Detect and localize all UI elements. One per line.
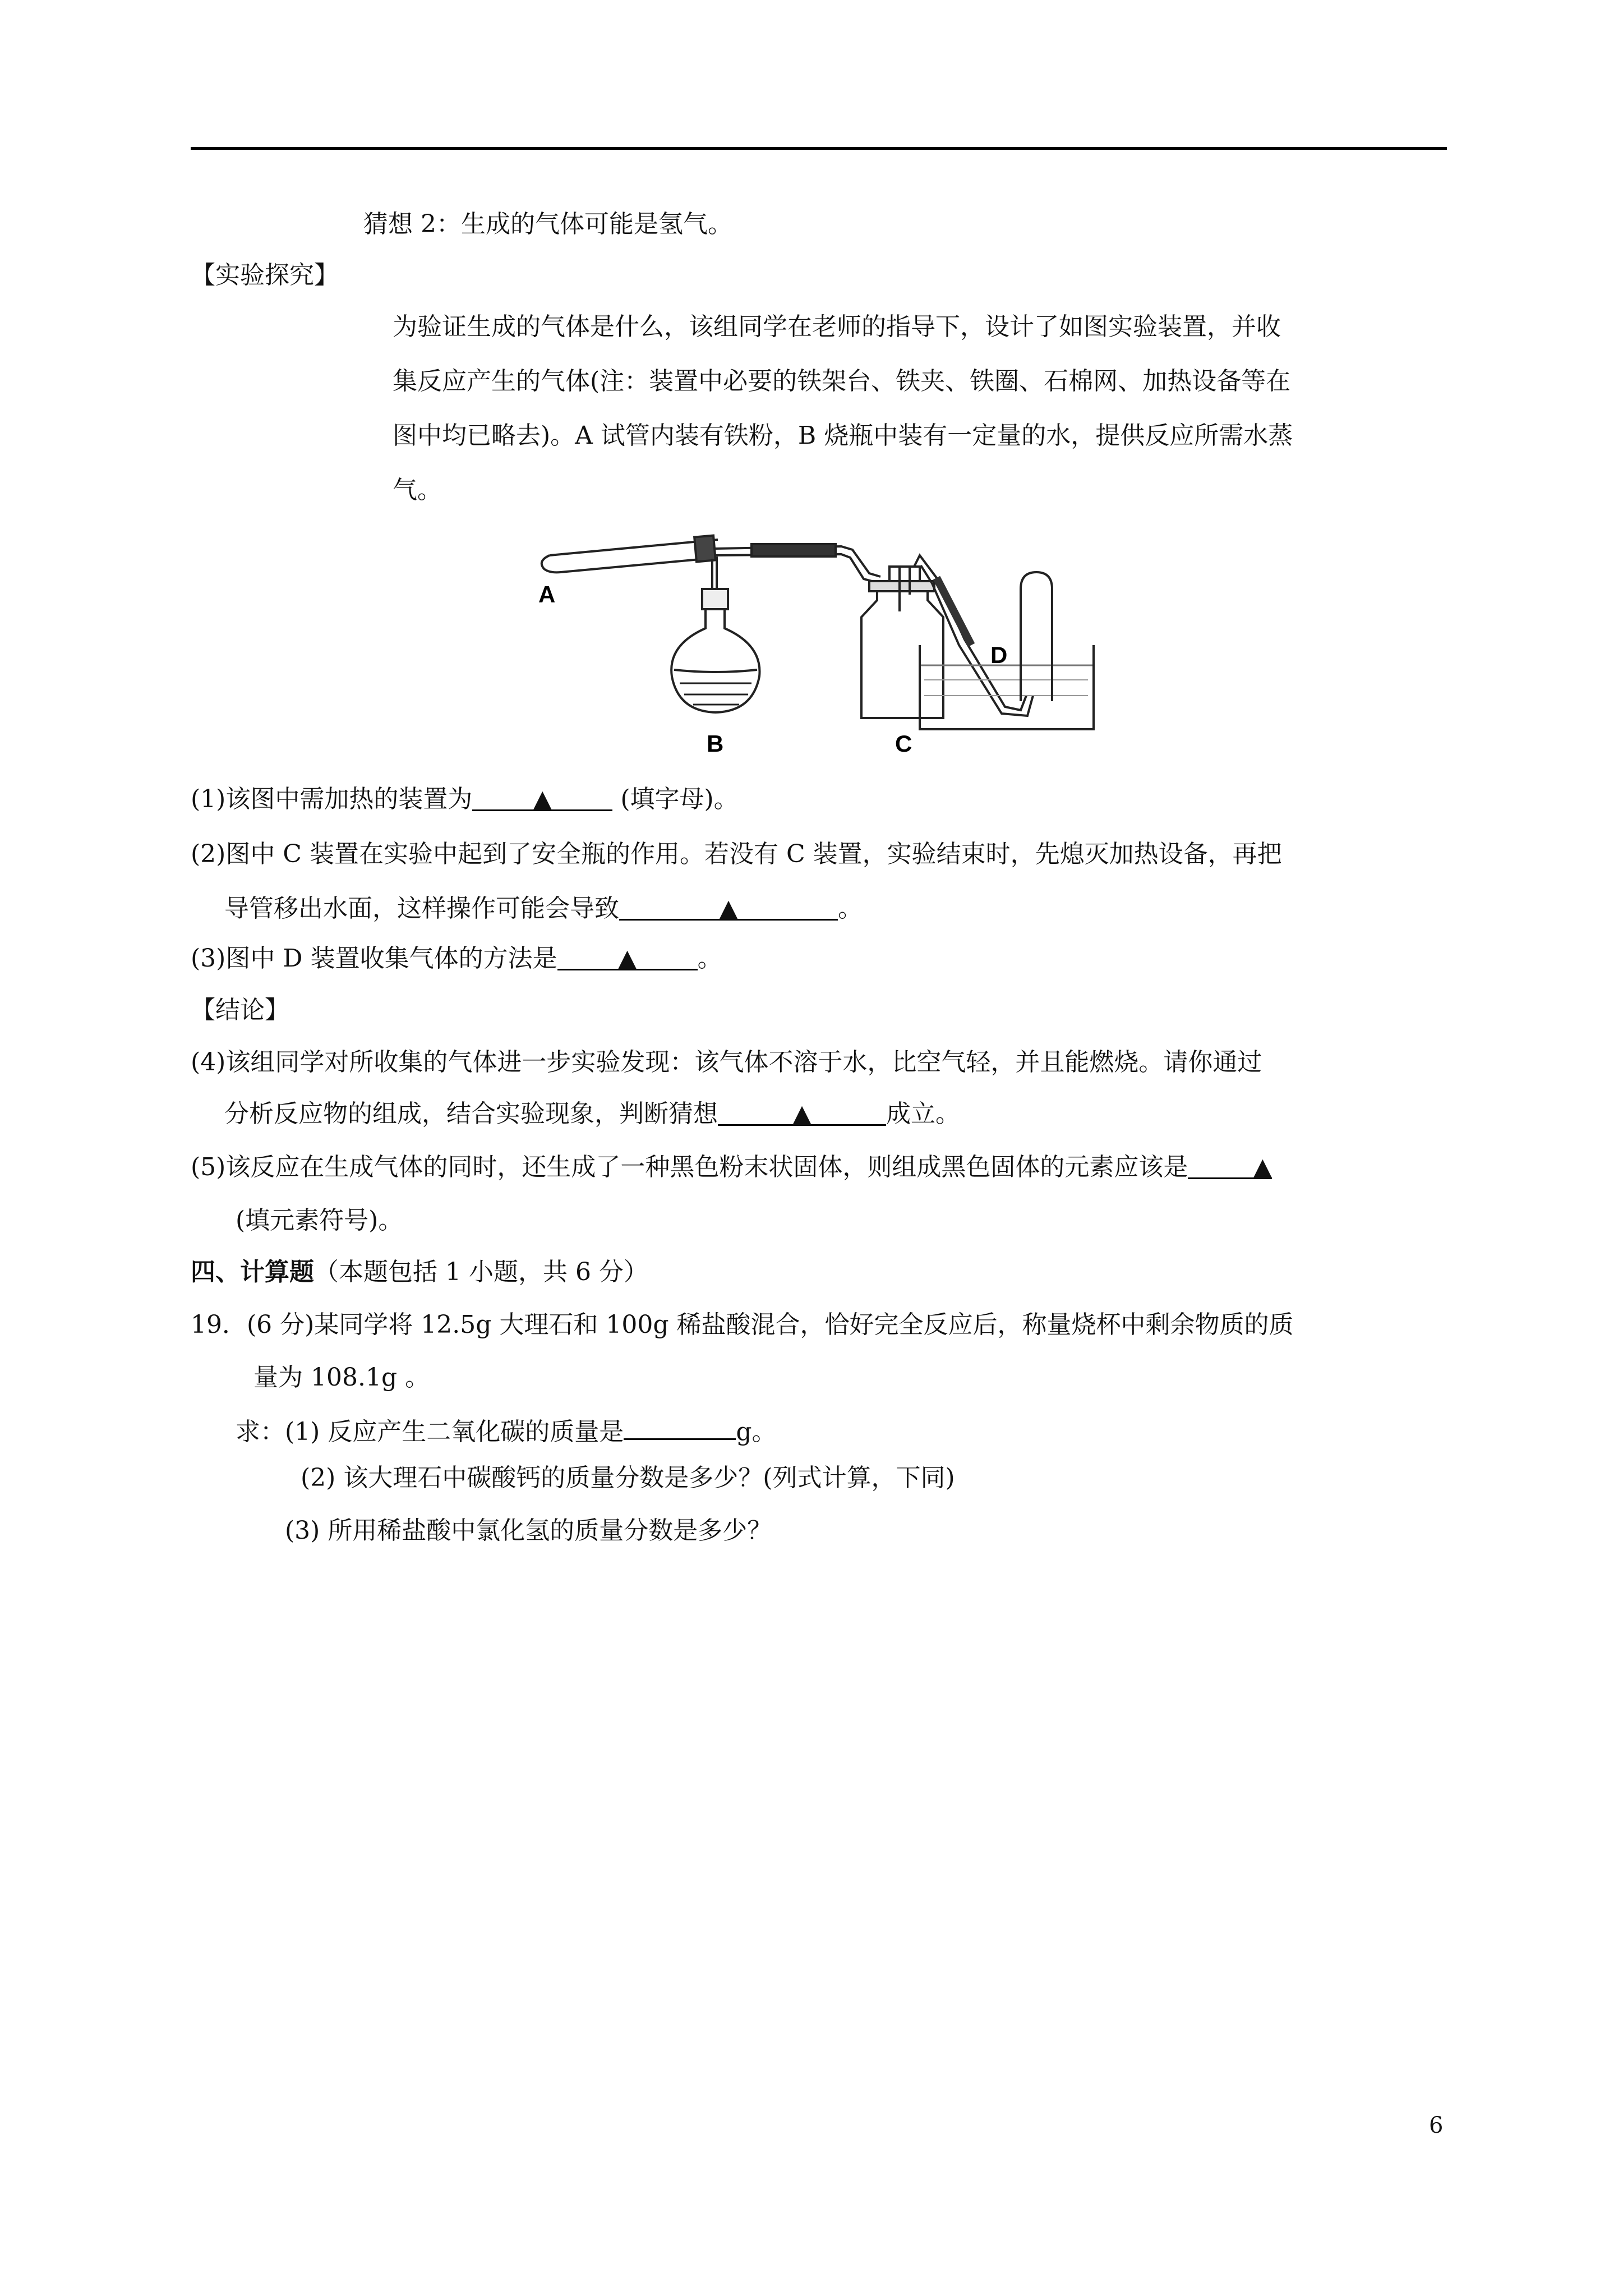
- label-b: B: [707, 730, 724, 757]
- experiment-para-line-3: 图中均已略去)。A 试管内装有铁粉，B 烧瓶中装有一定量的水，提供反应所需水蒸: [393, 421, 1293, 450]
- flask-b: [671, 589, 759, 712]
- experiment-para-line-2: 集反应产生的气体(注：装置中必要的铁架台、铁夹、铁圈、石棉网、加热设备等在: [393, 367, 1291, 395]
- experiment-para-line-4: 气。: [393, 476, 442, 504]
- question-4-line-2: 分析反应物的组成，结合实验现象，判断猜想 ▲ 成立。: [224, 1099, 960, 1128]
- question-5-line-2: (填元素符号)。: [236, 1206, 403, 1235]
- question-19-line-1: 19．(6 分)某同学将 12.5g 大理石和 100g 稀盐酸混合，恰好完全反应后，称量烧杯中剩余物质的质: [191, 1310, 1294, 1339]
- page-number: 6: [1429, 2113, 1444, 2138]
- experiment-para-line-1: 为验证生成的气体是什么，该组同学在老师的指导下，设计了如图实验装置，并收: [393, 312, 1281, 341]
- question-2-line-1: (2)图中 C 装置在实验中起到了安全瓶的作用。若没有 C 装置，实验结束时，先熄灭加热设备，再把: [191, 840, 1282, 868]
- answer-blank-1[interactable]: ▲: [472, 784, 612, 811]
- answer-blank-4[interactable]: ▲: [718, 1098, 886, 1126]
- answer-blank-3[interactable]: ▲: [557, 943, 698, 970]
- section-4-heading: 四、计算题（本题包括 1 小题，共 6 分）: [191, 1258, 648, 1286]
- hypothesis-2: 猜想 2：生成的气体可能是氢气。: [363, 210, 732, 238]
- apparatus-figure: [527, 533, 1133, 769]
- question-19-sub-2: (2) 该大理石中碳酸钙的质量分数是多少？(列式计算，下同): [301, 1464, 955, 1492]
- question-3: (3)图中 D 装置收集气体的方法是 ▲ 。: [191, 944, 722, 973]
- conclusion-heading: 【结论】: [191, 996, 289, 1024]
- test-tube-a: [542, 536, 718, 573]
- question-4-line-1: (4)该组同学对所收集的气体进一步实验发现：该气体不溶于水，比空气轻，并且能燃烧。请你通过: [191, 1048, 1262, 1076]
- label-d: D: [990, 642, 1008, 668]
- experiment-heading: 【实验探究】: [191, 261, 339, 289]
- answer-blank-19-1[interactable]: [624, 1412, 736, 1440]
- question-19-sub-3: (3) 所用稀盐酸中氯化氢的质量分数是多少？: [285, 1516, 772, 1545]
- answer-blank-5[interactable]: ▲: [1188, 1152, 1272, 1179]
- question-19-line-2: 量为 108.1g 。: [253, 1363, 430, 1392]
- label-c: C: [895, 730, 912, 757]
- header-rule: [191, 147, 1447, 150]
- label-a: A: [538, 581, 556, 608]
- question-1: (1)该图中需加热的装置为 ▲ (填字母)。: [191, 785, 739, 813]
- question-5-line-1: (5)该反应在生成气体的同时，还生成了一种黑色粉末状固体，则组成黑色固体的元素应该是 ▲: [191, 1153, 1272, 1181]
- question-19-sub-1: 求：(1) 反应产生二氧化碳的质量是 g。: [236, 1412, 776, 1448]
- question-2-line-2: 导管移出水面，这样操作可能会导致 ▲ 。: [224, 894, 863, 923]
- answer-blank-2[interactable]: ▲: [619, 893, 838, 921]
- collection-tube-d: [1021, 572, 1052, 701]
